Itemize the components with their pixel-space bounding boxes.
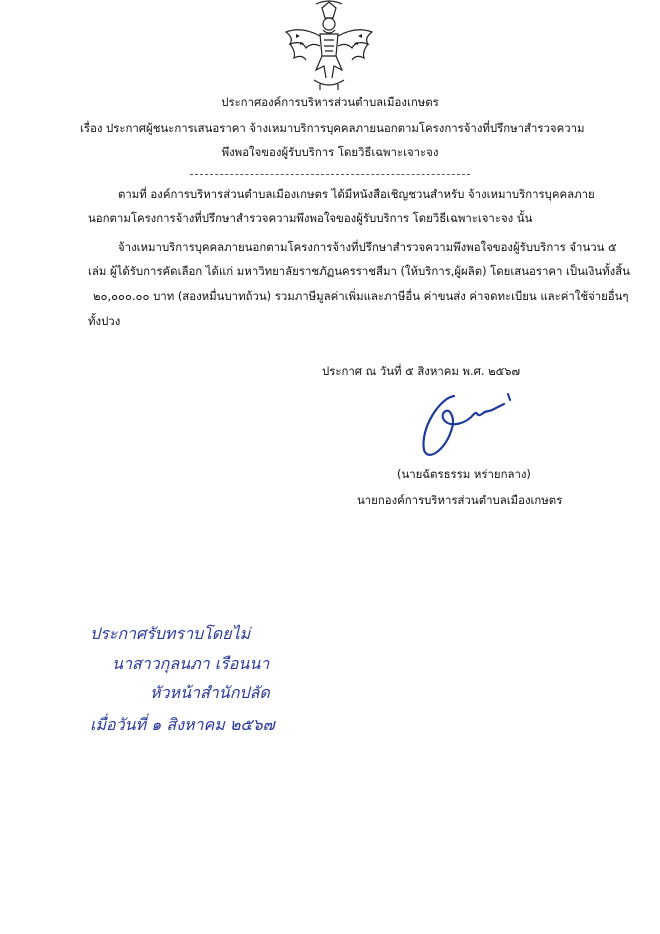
garuda-emblem [276, 0, 382, 92]
handwritten-note-line-4: เมื่อวันที่ ๑ สิงหาคม ๒๕๖๗ [90, 715, 275, 734]
paragraph-2-line-4: ทั้งปวง [88, 314, 121, 328]
paragraph-1-line-2: นอกตามโครงการจ้างที่ปรึกษาสำรวจความพึงพอใจของผู้รับบริการ โดยวิธีเฉพาะเจาะจง นั้น [88, 211, 533, 225]
paragraph-2-line-2: เล่ม ผู้ได้รับการคัดเลือก ได้แก่ มหาวิทยาลัยราชภัฏนครราชสีมา (ให้บริการ,ผู้ผลิต) โดยเสนอราคา เป็นเงินทั้งสิ้น [88, 264, 630, 278]
paragraph-2-line-1: จ้างเหมาบริการบุคคลภายนอกตามโครงการจ้างที่ปรึกษาสำรวจความพึงพอใจของผู้รับบริการ จำนวน ๕ [118, 240, 617, 254]
subject-line-1: เรื่อง ประกาศผู้ชนะการเสนอราคา จ้างเหมาบริการบุคคลภายนอกตามโครงการจ้างที่ปรึกษาสำรวจความ [80, 121, 585, 135]
signatory-position: นายกองค์การบริหารส่วนตำบลเมืองเกษตร [357, 493, 563, 507]
paragraph-2-line-3: ๒๐,๐๐๐.๐๐ บาท (สองหมื่นบาทถ้วน) รวมภาษีมูลค่าเพิ่มและภาษีอื่น ค่าขนส่ง ค่าจดทะเบียน และค่าใช้จ่ายอื่นๆ [93, 289, 629, 303]
signatory-name: (นายฉัตรธรรม หร่ายกลาง) [397, 467, 531, 481]
divider-line [190, 174, 470, 175]
handwritten-note-line-3: หัวหน้าสำนักปลัด [150, 683, 270, 702]
signature-image [410, 388, 530, 466]
announcement-date: ประกาศ ณ วันที่ ๕ สิงหาคม พ.ศ. ๒๕๖๗ [322, 364, 521, 378]
paragraph-1-line-1: ตามที่ องค์การบริหารส่วนตำบลเมืองเกษตร ได้มีหนังสือเชิญชวนสำหรับ จ้างเหมาบริการบุคคลภาย [118, 187, 595, 201]
announcement-title: ประกาศองค์การบริหารส่วนตำบลเมืองเกษตร [221, 95, 439, 109]
handwritten-note-line-2: นาสาวกุลนภา เรือนนา [112, 654, 270, 673]
handwritten-note-line-1: ประกาศรับทราบโดยไม่ [90, 624, 251, 643]
subject-line-2: พึงพอใจของผู้รับบริการ โดยวิธีเฉพาะเจาะจง [221, 145, 439, 159]
